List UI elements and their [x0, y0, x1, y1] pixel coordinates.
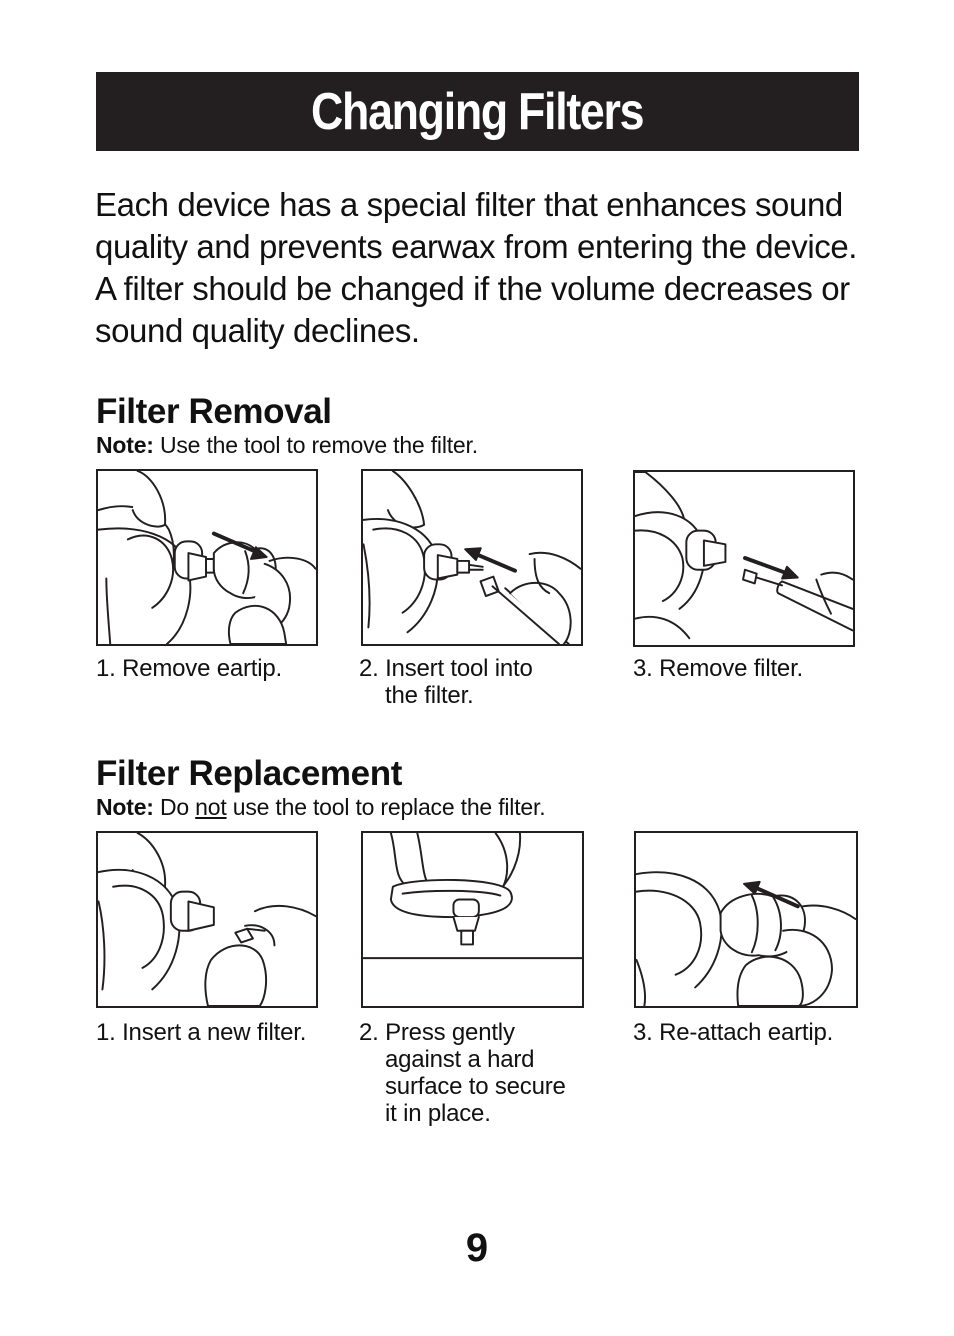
caption-line: surface to secure — [385, 1073, 566, 1100]
removal-step2-illustration — [361, 469, 583, 646]
note-text: Do — [153, 794, 196, 820]
note-label: Note: — [96, 794, 154, 820]
caption-line: 1. Insert a new filter. — [96, 1019, 307, 1046]
caption-line: it in place. — [385, 1100, 491, 1127]
filter-replacement-note — [96, 794, 545, 821]
page-number: 9 — [465, 1226, 489, 1270]
removal-step2-caption — [359, 655, 533, 709]
caption-line: 1. Remove eartip. — [96, 655, 283, 682]
title-bar — [96, 72, 859, 151]
note-emphasis: not — [195, 794, 227, 820]
removal-step3-illustration — [633, 470, 855, 647]
caption-line: the filter. — [385, 682, 474, 709]
removal-step1-caption — [96, 655, 282, 682]
replacement-step1-caption — [96, 1019, 306, 1046]
removal-step1-illustration — [96, 469, 318, 646]
filter-removal-note — [96, 432, 478, 459]
replacement-step2-illustration — [361, 831, 584, 1008]
caption-line: 2. Press gently — [359, 1019, 515, 1046]
replacement-step2-caption — [359, 1019, 566, 1127]
replacement-step1-illustration — [96, 831, 318, 1008]
note-text: Use the tool to remove the filter. — [153, 432, 478, 458]
caption-line: 2. Insert tool into — [359, 655, 533, 682]
filter-replacement-heading: Filter Replacement — [96, 754, 402, 793]
note-text: use the tool to replace the filter. — [226, 794, 546, 820]
caption-line: 3. Re-attach eartip. — [633, 1019, 834, 1046]
caption-line: against a hard — [385, 1046, 535, 1073]
intro-paragraph: Each device has a special filter that enhances sound quality and prevents earwax from entering the device. A filter should be changed if the volume decreases or sound quality declines. — [95, 186, 858, 349]
page-title: Changing Filters — [311, 82, 644, 141]
replacement-step3-illustration — [634, 831, 858, 1008]
replacement-step3-caption — [633, 1019, 833, 1046]
note-label: Note: — [96, 432, 154, 458]
removal-step3-caption — [633, 655, 803, 682]
filter-removal-heading: Filter Removal — [96, 392, 332, 431]
caption-line: 3. Remove filter. — [633, 655, 804, 682]
